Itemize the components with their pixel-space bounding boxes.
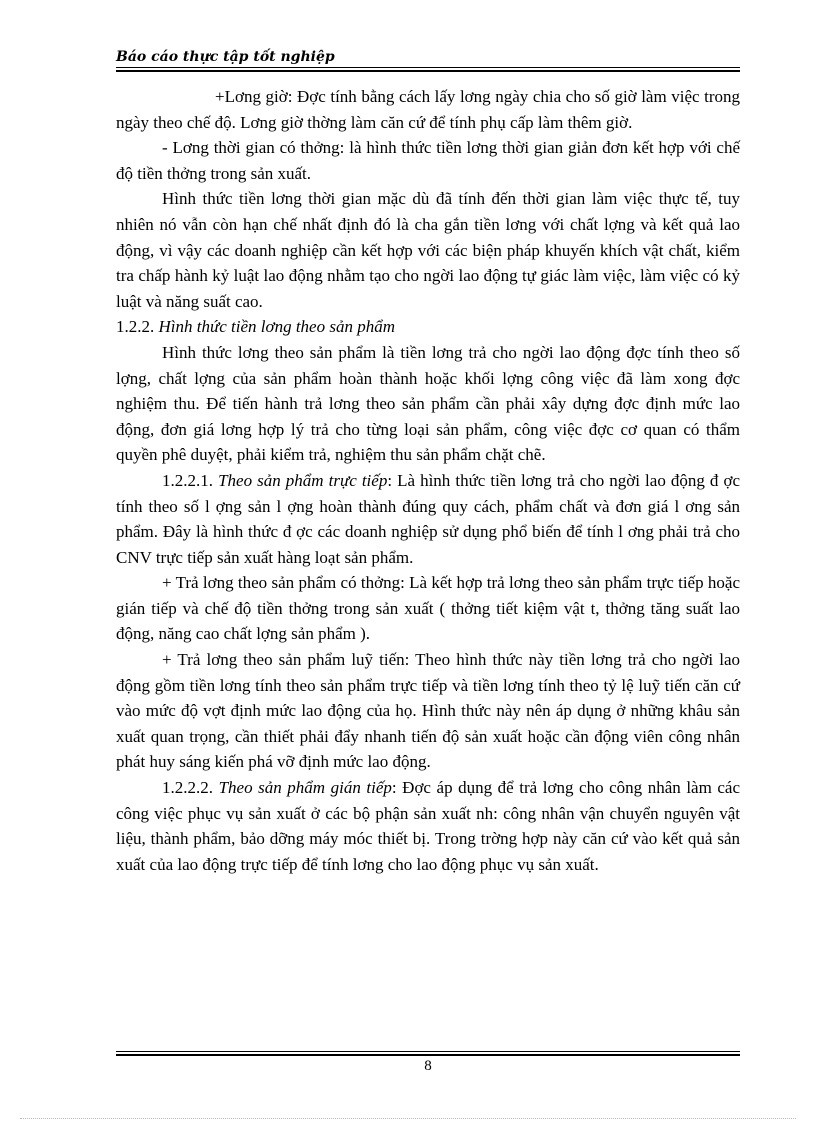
page-number: 8 — [424, 1058, 432, 1074]
subsection-truc-tiep — [116, 468, 740, 570]
footer-divider — [116, 1051, 740, 1052]
section-title: Hình thức tiền lơng theo sản phẩm — [158, 317, 395, 337]
subsection-number: 1.2.2.1. — [162, 470, 213, 490]
document-body — [116, 84, 740, 877]
header-divider-thick — [116, 70, 740, 72]
section-intro: Hình thức lơng theo sản phẩm là tiền lơng trả cho ngời lao động đợc tính theo số lợng, chất lợng của sản phẩm hoàn thành hoặc khối lợng công việc đã làm xong đợc nghiệm thu. Để tiến hành trả lơng theo sản phẩm cần phải xây dựng đợc định mức lao động, đơn giá lơng hợp lý trả cho từng loại sản phẩm, công việc đợc cơ quan có thẩm quyền phê duyệt, phải kiểm trả, nghiệm thu sản phẩm chặt chẽ. — [116, 342, 740, 465]
subsection-gian-tiep — [116, 775, 740, 877]
paragraph-luong-thoi-gian-co-thuong: - Lơng thời gian có thởng: là hình thức tiền lơng thời gian giản đơn kết hợp với chế độ tiền thởng trong sản xuất. — [116, 138, 740, 183]
subsection-text: : Đợc áp dụng để trả lơng cho công nhân làm các công việc phục vụ sản xuất ở các bộ phận sản xuất nh: công nhân vận chuyển nguyên vật liệu, thành phẩm, bảo dỡng máy móc thiết bị. Trong trờng hợp này căn cứ vào kết quả sản xuất của lao động trực tiếp để tính lơng cho lao động phục vụ sản xuất. — [116, 778, 741, 874]
section-heading — [116, 314, 740, 340]
paragraph-han-che: Hình thức tiền lơng thời gian mặc dù đã tính đến thời gian làm việc thực tế, tuy nhiên nó vẫn còn hạn chế nhất định đó là cha gắn tiền lơng với chất lợng và kết quả lao động, vì vậy các doanh nghiệp cần kết hợp với các biện pháp khuyến khích vật chất, kiểm tra chấp hành kỷ luật lao động nhằm tạo cho ngời lao động tự giác làm việc, làm việc có kỷ luật và năng suất cao. — [116, 189, 740, 311]
page-edge-dotted-line — [20, 1118, 796, 1119]
section-number: 1.2.2. — [116, 317, 155, 337]
subsection-text: : Là hình thức tiền lơng trả cho ngời lao động đ ợc tính theo số l ợng sản l ợng hoàn thành đúng quy cách, phẩm chất và đơn giá l ơng sản phẩm. Đây là hình thức đ ợc các doanh nghiệp sử dụng phổ biến để tính l ơng phải trả cho CNV trực tiếp sản xuất hàng loạt sản phẩm. — [116, 470, 741, 567]
subsection-title: Theo sản phẩm trực tiếp — [218, 470, 388, 490]
paragraph-luong-gio: +Lơng giờ: Đợc tính bằng cách lấy lơng ngày chia cho số giờ làm việc trong ngày theo chế độ. Lơng giờ thờng làm căn cứ để tính phụ cấp làm thêm giờ. — [116, 87, 740, 132]
bullet-co-thuong: + Trả lơng theo sản phẩm có thởng: Là kết hợp trả lơng theo sản phẩm trực tiếp hoặc gián tiếp và chế độ tiền thởng trong sản xuất ( thởng tiết kiệm vật t, thởng tăng suất lao động, năng cao chất lợng sản phẩm ). — [116, 573, 740, 644]
header-divider — [116, 67, 740, 68]
bullet-luy-tien: + Trả lơng theo sản phẩm luỹ tiến: Theo hình thức này tiền lơng trả cho ngời lao động gồm tiền lơng tính theo sản phẩm trực tiếp và tiền lơng tính theo tỷ lệ luỹ tiến căn cứ vào mức độ vợt định mức lao động của họ. Hình thức này nên áp dụng ở những khâu sản xuất quan trọng, cần thiết phải đẩy nhanh tiến độ sản xuất hoặc cần động viên công nhân phát huy sáng kiến phá vỡ định mức lao động. — [116, 650, 740, 772]
footer-divider-thick — [116, 1054, 740, 1056]
subsection-number: 1.2.2.2. — [162, 778, 213, 798]
subsection-title: Theo sản phẩm gián tiếp — [218, 778, 392, 798]
page-header-title: Báo cáo thực tập tốt nghiệp — [116, 49, 335, 65]
